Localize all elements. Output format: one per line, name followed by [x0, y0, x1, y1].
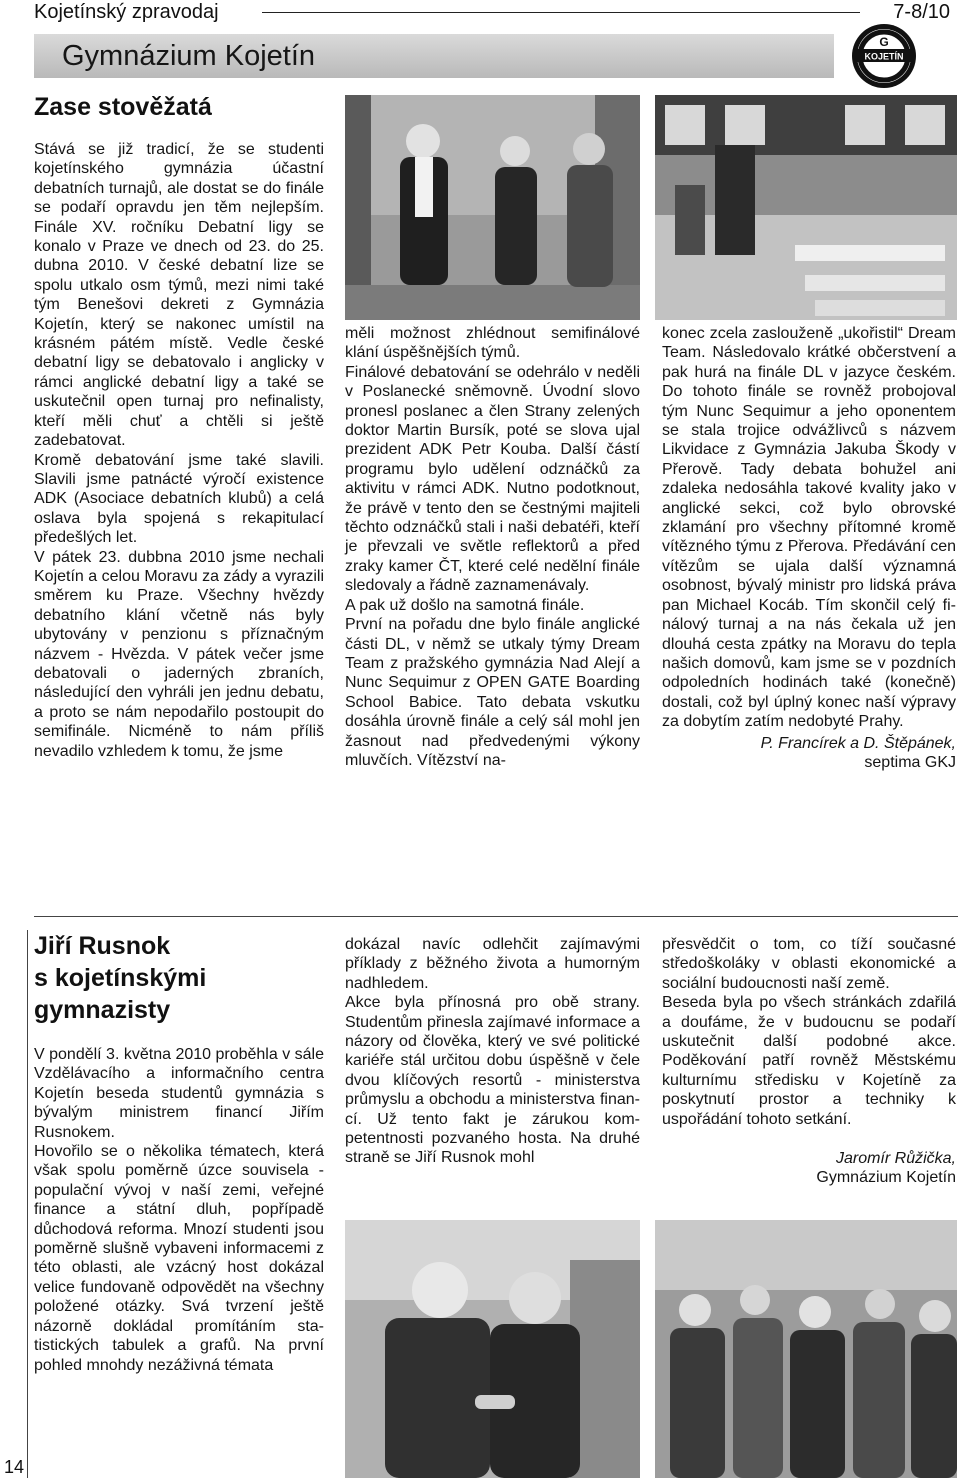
article1-paragraph: konec zcela zaslouženě „ukořistil“ Dream Team. Následovalo krátké občerstvení a pak hurá na finále DL v jazyce českém. Do tohoto finále se rovněž probojoval tým Nunc Sequimur a jeho oponentem se stala trojice odvážlivců s názvem Likvidace z Gymnázia Jakuba Škody v Přerově. Tady debata bohužel ani zdaleka nedosáhla takové kvality jako v anglické sekci, což bylo obrovské zklamání pro všechny přítomné kromě vítězného týmu z Přerova. Předávání cen vítězům se ujala další významná osobnost, bývalý ministr pro lidská práva pan Michael Kocáb. Tím skončil celý finálový turnaj a na nás čekala už jen dlouhá cesta zpátky na Moravu do tepla našich domovů, kam jsme se v pozdních odpoledních hodinách také (konečně) dostali, což byl úplný konec naší výpravy za dobytím zatím nedobyté Prahy. — [662, 325, 956, 731]
article2-title-line: Jiří Rusnok — [34, 932, 171, 960]
article2-paragraph: dokázal navíc odlehčit zajímavými příklady z běžného života a humorným nadhledem. — [345, 936, 640, 992]
article2-paragraph: Akce byla přínosná pro obě strany. Studentům přinesla zajímavé informace a názory od člověka, který ve své politické kariéře stál určitou dobu úspěšně v čele dvou klíčových resortů - ministerstva průmyslu a obchodu a ministerstva financí. Už tento fakt je zárukou kompetentnosti pozvaného hosta. Na druhé straně se Jiří Rusnok mohl — [345, 994, 640, 1167]
article2-paragraph: Hovořilo se o několika tématech, která však spolu poměrně úzce souvisela - populační vývoj v naší zemi, veřejné finance a státní dluh, popřípadě důchodová reforma. Mnozí studenti jsou poměrně slušně vybaveni informacemi z této oblasti, ale vzácný host dokázal velice fundovaně odpovědět na všechny položené otázky. Svá tvrzení ještě názorně dokládal promítáním statistických tabulek a grafů. Na první pohled mnohdy nezáživná témata — [34, 1143, 324, 1374]
article2-column-3 — [662, 935, 956, 1188]
photo-audience — [655, 1220, 957, 1478]
logo-text: KOJETÍN — [864, 51, 904, 62]
article1-paragraph: První na pořadu dne bylo finále anglické části DL, v němž se utkaly týmy Dream Team z pražského gymnázia Nad Alejí a Nunc Sequimur z OPEN GATE Boarding School Babice. Tato debata vskutku dosáhla úrovně finále a celý sál mohl jen žasnout nad předvedenými výkony mluvčích. Vítězství na- — [345, 616, 640, 769]
article2-paragraph: přesvědčit o tom, co tíží současné středoškoláky v oblasti ekonomické a sociální budoucnosti naší země. — [662, 936, 956, 992]
article-divider — [34, 916, 958, 917]
logo-letter: G — [879, 35, 889, 49]
article2-paragraph: V pondělí 3. května 2010 proběhla v sále Vzdělávacího a informačního centra Kojetín beseda studentů gymnázia s bývalým ministrem financí Jiřím Rusnokem. — [34, 1046, 324, 1141]
article2-signature-school: Gymnázium Kojetín — [816, 1169, 956, 1187]
publication-name: Kojetínský zpravodaj — [34, 1, 219, 23]
article2-column-2 — [345, 935, 640, 1168]
article1-paragraph: Finálové debatování se odehrálo v neděli v Poslanecké sněmovně. Úvodní slovo pronesl poslanec a člen Strany zelených doktor Martin Bursík, poté se slova ujal prezident ADK Petr Kouba. Další částí programu bylo udělení odznáčků za aktivitu v rámci ADK. Nutno podotknout, že právě v tento den se čestnými majiteli těchto odznáčků stali i naši debatéři, kteří je převzali ve světle reflektorů a před zraky kamer ČT, které celé nedělní finále sledovaly a řádně zaznamenávaly. — [345, 363, 640, 595]
section-title: Gymnázium Kojetín — [62, 40, 316, 72]
issue-number: 7-8/10 — [893, 1, 950, 23]
photo-debate-team — [345, 95, 640, 320]
page-number: 14 — [4, 1457, 25, 1477]
article1-paragraph: A pak už došlo na samotná finále. — [345, 596, 585, 614]
article1-signature-class: septima GKJ — [864, 753, 956, 771]
article1-column-2 — [345, 324, 640, 770]
article2-column-1 — [34, 1045, 324, 1375]
header-rule — [262, 12, 860, 13]
article2-title-line: s kojetínskými — [34, 964, 207, 992]
article1-column-1 — [34, 140, 324, 761]
article2-title-line: gymnazisty — [34, 996, 171, 1024]
article2-title — [34, 930, 206, 1026]
article1-title: Zase stověžatá — [34, 93, 212, 121]
school-logo-icon — [850, 22, 918, 90]
article1-signature-authors: P. Francírek a D. Štěpánek, — [760, 734, 956, 752]
article2-signature-author: Jaromír Růžička, — [835, 1150, 956, 1168]
article1-column-3 — [662, 324, 956, 772]
article1-paragraph: měli možnost zhlédnout semifinálové klání úspěšnějších týmů. — [345, 325, 640, 362]
page-number-rule — [27, 930, 28, 1478]
article1-paragraph: Stává se již tradicí, že se studenti kojetínského gymnázia účastní debatních turnajů, ale dostat se do finále se podaří opravdu jen těm nejlepším. Finále XV. ročníku Debatní ligy se konalo v Praze ve dnech od 23. do 25. dubna 2010. V české debatní lize se spolu utkalo osm týmů, mezi nimi také tým Benešovi dekreti z Gymnázia Kojetín, který se nakonec umístil na krásném pátém místě. Vedle české debatní ligy se debatovalo i anglicky v rámci anglické debatní ligy a také se uskutečnil open turnaj pro nefinalisty, kteří měli chuť a chtěli si ještě zadebatovat. — [34, 141, 324, 450]
photo-handshake — [345, 1220, 640, 1478]
school-logo — [850, 22, 918, 90]
article1-paragraph: V pátek 23. dubbna 2010 jsme nechali Kojetín a celou Moravu za zády a vyrazili směrem ku Praze. Všechny hvězdy debatního klání včetně nás byly ubytovány v penzionu s příznačným názvem - Hvězda. V pátek večer jsme debatovali o jaderných zbraních, následující den vyhráli jen jednu debatu, a proto se nám nepodařilo postoupit do semifinále. Nicméně to nám příliš nevadilo vzhledem k tomu, že jsme — [34, 548, 324, 760]
article1-paragraph: Kromě debatování jsme také slavili. Slavili jsme patnácté výročí existence ADK (Asociace debatních klubů) a celá oslava byla spojená s rekapitulací předešlých let. — [34, 451, 324, 547]
article2-paragraph: Beseda byla po všech stránkách zdařilá a doufáme, že v budoucnu se podaří uskutečnit další podobné akce. Poděkování patří rovněž Městskému kulturnímu středisku v Kojetíně za poskytnutí prostor a techniky k uspořádání tohoto setkání. — [662, 994, 956, 1128]
photo-debate-hall — [655, 95, 957, 320]
